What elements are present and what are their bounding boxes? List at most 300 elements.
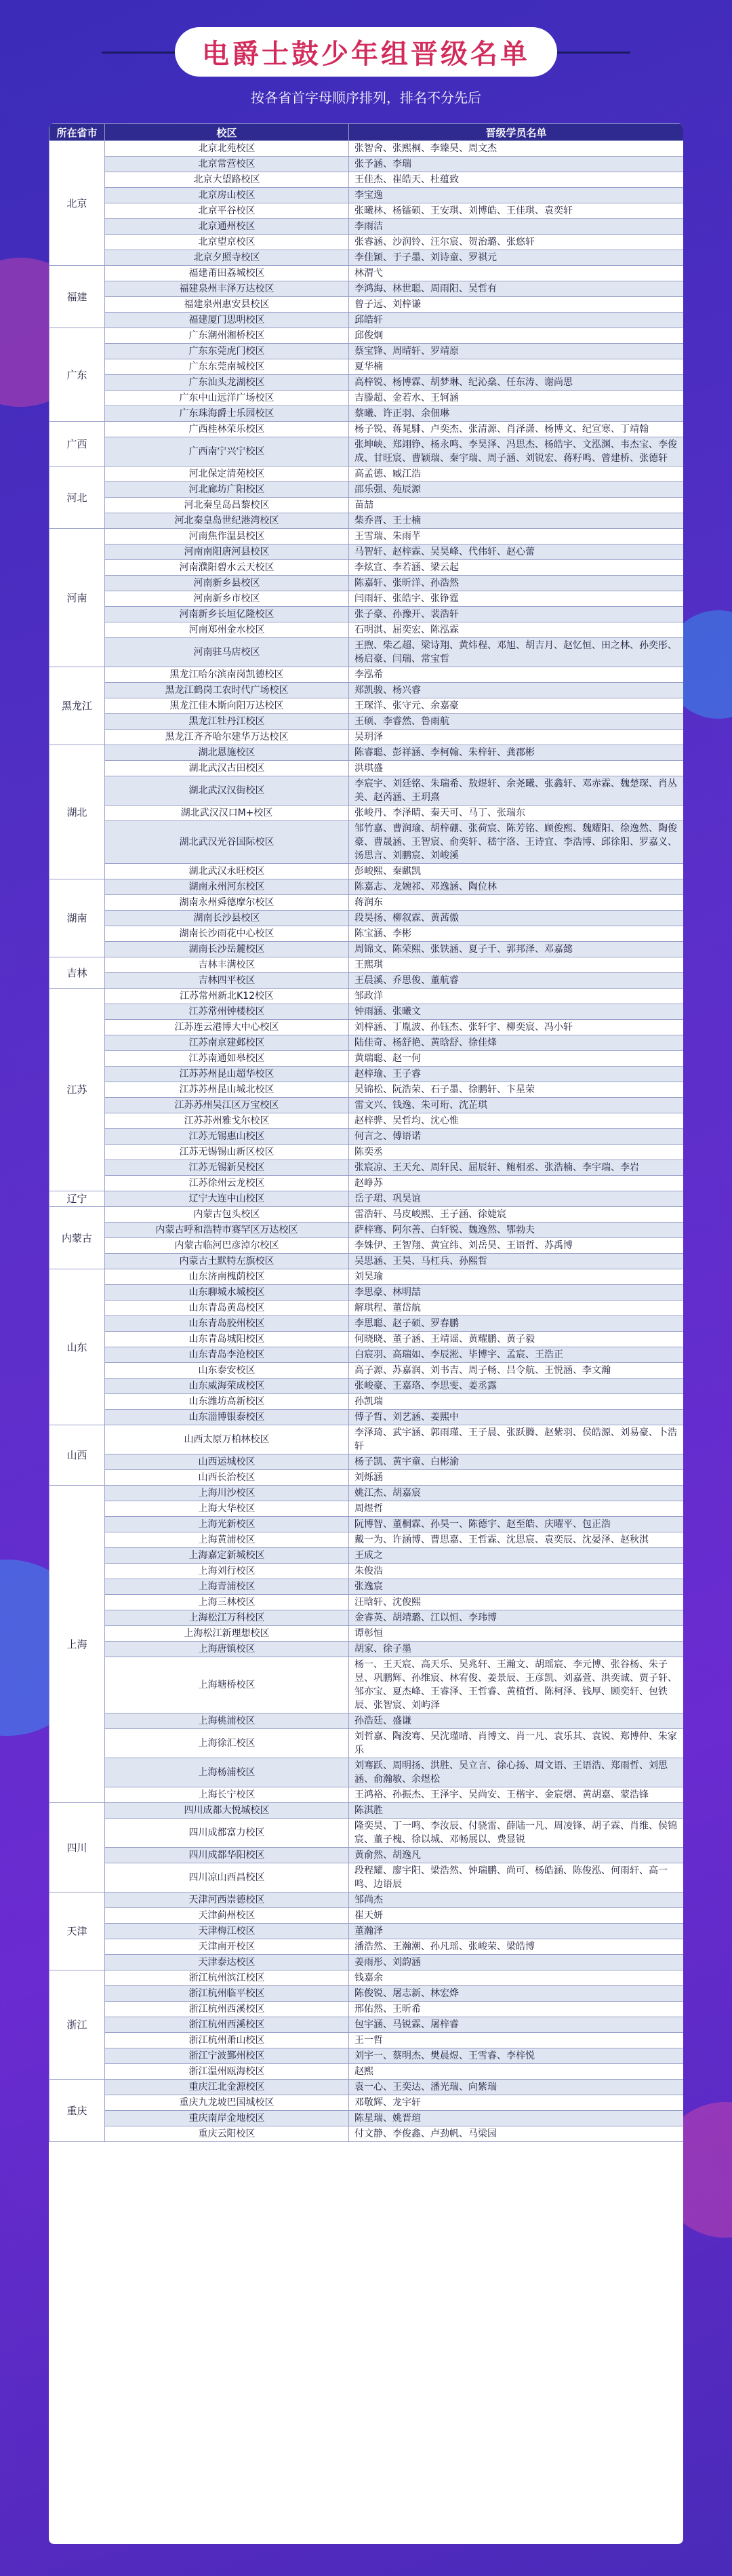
table-row — [49, 1787, 684, 1803]
students-cell: 段昊扬、柳叙霖、黄茜傲 — [349, 911, 684, 926]
students-cell: 王成之 — [349, 1548, 684, 1564]
table-row — [49, 1657, 684, 1713]
table-row — [49, 297, 684, 313]
school-cell: 天津泰达校区 — [105, 1955, 349, 1970]
table-row — [49, 1713, 684, 1729]
students-cell: 张峻丹、李泽晴、秦天可、马丁、张瑞东 — [349, 806, 684, 821]
students-cell: 周煜哲 — [349, 1501, 684, 1517]
school-cell: 山东济南槐荫校区 — [105, 1269, 349, 1285]
table-row — [49, 989, 684, 1004]
school-cell: 湖南长沙县校区 — [105, 911, 349, 926]
province-cell: 河北 — [49, 467, 105, 529]
school-cell: 山西太原万柏林校区 — [105, 1425, 349, 1454]
table-row — [49, 437, 684, 467]
table-row — [49, 1379, 684, 1394]
students-cell: 钟雨涵、张曦文 — [349, 1004, 684, 1020]
school-cell: 江苏徐州云龙校区 — [105, 1176, 349, 1191]
table-row — [49, 1819, 684, 1848]
table-row — [49, 266, 684, 281]
students-cell: 袁一心、王奕达、潘光瑞、向紫瑞 — [349, 2080, 684, 2095]
students-cell: 夏华楠 — [349, 359, 684, 375]
students-cell: 汪晗轩、沈俊熙 — [349, 1595, 684, 1610]
students-cell: 金睿英、胡靖璐、江以恒、李玮博 — [349, 1610, 684, 1626]
students-cell: 蔡曦、许正羽、余佃琳 — [349, 406, 684, 422]
school-cell: 浙江杭州萧山校区 — [105, 2033, 349, 2048]
students-cell: 雷文兴、钱逸、朱可珩、沈芷琪 — [349, 1098, 684, 1113]
students-cell: 李鸿海、林世聪、周雨阳、吴哲有 — [349, 281, 684, 297]
school-cell: 天津蓟州校区 — [105, 1908, 349, 1924]
students-cell: 王雪瑞、朱雨芊 — [349, 529, 684, 544]
students-cell: 苗喆 — [349, 498, 684, 513]
students-cell: 刘骞跃、周明扬、洪胜、吴立言、徐心扬、周文语、王语浩、郑雨哲、刘思涵、俞瀚敏、余煜松 — [349, 1758, 684, 1787]
table-row — [49, 1067, 684, 1082]
students-cell: 蔡宝锋、周晴轩、罗靖原 — [349, 344, 684, 359]
school-cell: 江苏无锡惠山校区 — [105, 1129, 349, 1145]
students-cell: 黄俞然、胡逸凡 — [349, 1848, 684, 1863]
province-cell: 山东 — [49, 1269, 105, 1425]
school-cell: 重庆江北金源校区 — [105, 2080, 349, 2095]
students-cell: 李佳颖、于子墨、刘诗童、罗祺元 — [349, 250, 684, 266]
table-row — [49, 344, 684, 359]
table-row — [49, 1254, 684, 1269]
table-row — [49, 1207, 684, 1223]
school-cell: 天津梅江校区 — [105, 1924, 349, 1939]
school-cell: 湖北恩施校区 — [105, 745, 349, 761]
students-cell: 张智舍、张熙桐、李臻昊、周文杰 — [349, 141, 684, 157]
table-row — [49, 1642, 684, 1657]
table-row — [49, 2095, 684, 2111]
school-cell: 上海塘桥校区 — [105, 1657, 349, 1713]
table-row — [49, 529, 684, 544]
province-cell: 湖北 — [49, 745, 105, 879]
students-cell: 段程耀、廖宇阳、梁浩然、钟瑞鹏、尚可、杨皓涵、陈俊泓、何雨轩、高一鸣、边语辰 — [349, 1863, 684, 1893]
table-row — [49, 1238, 684, 1254]
school-cell: 广东汕头龙湖校区 — [105, 375, 349, 391]
table-row — [49, 203, 684, 219]
school-cell: 上海川沙校区 — [105, 1486, 349, 1501]
students-cell: 石明淇、屈奕宏、陈泓霖 — [349, 622, 684, 638]
students-cell: 隆奕昊、丁一鸣、李汝辰、付骁雷、薛陆一凡、周凌锋、胡子霖、肖维、侯锦宸、董子槐、徐以城、邓畅展以、费显锐 — [349, 1819, 684, 1848]
results-table — [49, 123, 683, 2142]
table-row — [49, 683, 684, 698]
school-cell: 上海长宁校区 — [105, 1787, 349, 1803]
students-cell: 高孟德、臧江浩 — [349, 467, 684, 482]
school-cell: 四川凉山西昌校区 — [105, 1863, 349, 1893]
school-cell: 四川成都大悦城校区 — [105, 1803, 349, 1819]
school-cell: 广西南宁兴宁校区 — [105, 437, 349, 467]
students-cell: 邢佑然、王昕希 — [349, 2002, 684, 2017]
school-cell: 广东潮州湘桥校区 — [105, 328, 349, 344]
school-cell: 浙江宁波鄞州校区 — [105, 2048, 349, 2064]
school-cell: 山东青岛李沧校区 — [105, 1347, 349, 1363]
table-header-row — [49, 124, 684, 141]
table-row — [49, 1986, 684, 2002]
school-cell: 河北秦皇岛昌黎校区 — [105, 498, 349, 513]
students-cell: 姚江杰、胡嘉宸 — [349, 1486, 684, 1501]
school-cell: 北京房山校区 — [105, 188, 349, 203]
table-row — [49, 942, 684, 957]
students-cell: 邹政洋 — [349, 989, 684, 1004]
school-cell: 黑龙江佳木斯向阳万达校区 — [105, 698, 349, 714]
students-cell: 陈宝涵、李彬 — [349, 926, 684, 942]
table-row — [49, 926, 684, 942]
school-cell: 上海三林校区 — [105, 1595, 349, 1610]
table-row — [49, 1004, 684, 1020]
table-row — [49, 1020, 684, 1035]
table-row — [49, 1316, 684, 1332]
header-province: 所在省市 — [49, 124, 105, 141]
table-row — [49, 1394, 684, 1410]
school-cell: 山东淄博银泰校区 — [105, 1410, 349, 1425]
students-cell: 邱皓轩 — [349, 313, 684, 328]
table-row — [49, 1347, 684, 1363]
table-row — [49, 250, 684, 266]
students-cell: 孙凯瑞 — [349, 1394, 684, 1410]
table-row — [49, 157, 684, 172]
table-row — [49, 2033, 684, 2048]
students-cell: 赵熙 — [349, 2064, 684, 2080]
students-cell: 赵峥苏 — [349, 1176, 684, 1191]
table-row — [49, 1486, 684, 1501]
table-row — [49, 1410, 684, 1425]
school-cell: 北京通州校区 — [105, 219, 349, 235]
school-cell: 上海杨浦校区 — [105, 1758, 349, 1787]
students-cell: 王琛洋、张守元、余嘉豪 — [349, 698, 684, 714]
table-row — [49, 422, 684, 437]
school-cell: 山东青岛胶州校区 — [105, 1316, 349, 1332]
table-row — [49, 281, 684, 297]
students-cell: 闫雨轩、张皓宇、张铮霆 — [349, 591, 684, 607]
students-cell: 郑凯骏、杨兴睿 — [349, 683, 684, 698]
table-row — [49, 1729, 684, 1758]
school-cell: 内蒙古呼和浩特市赛罕区万达校区 — [105, 1223, 349, 1238]
table-row — [49, 667, 684, 683]
province-cell: 湖南 — [49, 879, 105, 957]
table-row — [49, 2017, 684, 2033]
students-cell: 邓敬辉、龙宇轩 — [349, 2095, 684, 2111]
students-cell: 姜雨彤、刘韵涵 — [349, 1955, 684, 1970]
table-row — [49, 821, 684, 864]
students-cell: 刘哲嘉、陶浚骞、吴沈瑾晴、肖博文、肖一凡、袁乐其、袁锐、郑博仲、朱家乐 — [349, 1729, 684, 1758]
table-row — [49, 1363, 684, 1379]
school-cell: 黑龙江齐齐哈尔建华万达校区 — [105, 730, 349, 745]
header-students: 晋级学员名单 — [349, 124, 684, 141]
students-cell: 李思聪、赵子硕、罗春鹏 — [349, 1316, 684, 1332]
students-cell: 邵乐强、苑辰源 — [349, 482, 684, 498]
students-cell: 陈嘉轩、张昕洋、孙浩然 — [349, 576, 684, 591]
school-cell: 重庆云阳校区 — [105, 2126, 349, 2142]
students-cell: 谭彰恒 — [349, 1626, 684, 1642]
table-row — [49, 1113, 684, 1129]
province-cell: 黑龙江 — [49, 667, 105, 745]
students-cell: 萨梓骞、阿尔善、白轩锐、魏逸然、鄂勃夫 — [349, 1223, 684, 1238]
table-row — [49, 2111, 684, 2126]
students-cell: 崔天妍 — [349, 1908, 684, 1924]
school-cell: 北京大望路校区 — [105, 172, 349, 188]
province-cell: 浙江 — [49, 1970, 105, 2080]
students-cell: 邱俊炯 — [349, 328, 684, 344]
students-cell: 杨一、王天宸、高天乐、吴兆轩、王瀚文、胡瑶宸、李元博、张谷杨、朱子昱、巩鹏辉、孙维宸、林宥俊、姜景辰、王彦凯、刘嘉萱、洪奕诚、贾子轩、邹亦宝、夏杰峰、王睿泽、王哲睿、黄植哲、陈柯泽、钱厚、顾奕轩、包铁辰、张智宸、刘屿泽 — [349, 1657, 684, 1713]
school-cell: 内蒙古临河巴彦淖尔校区 — [105, 1238, 349, 1254]
students-cell: 陈俊锐、屠志新、林宏烨 — [349, 1986, 684, 2002]
school-cell: 吉林丰满校区 — [105, 957, 349, 973]
table-row — [49, 864, 684, 879]
school-cell: 重庆九龙坡巴国城校区 — [105, 2095, 349, 2111]
school-cell: 上海大华校区 — [105, 1501, 349, 1517]
school-cell: 四川成都华阳校区 — [105, 1848, 349, 1863]
table-row — [49, 607, 684, 622]
school-cell: 山东青岛城阳校区 — [105, 1332, 349, 1347]
table-row — [49, 141, 684, 157]
table-row — [49, 1425, 684, 1454]
students-cell: 钱嘉余 — [349, 1970, 684, 1986]
table-row — [49, 957, 684, 973]
table-body — [49, 141, 684, 2142]
table-row — [49, 1564, 684, 1579]
school-cell: 河南焦作温县校区 — [105, 529, 349, 544]
students-cell: 马智轩、赵梓霖、吴昊峰、代伟轩、赵心蕾 — [349, 544, 684, 560]
students-cell: 包宇涵、马锐霖、屠梓睿 — [349, 2017, 684, 2033]
students-cell: 阮博智、董桐霖、孙昊一、陈德宇、赵至皓、庆曜平、包正浩 — [349, 1517, 684, 1532]
students-cell: 吉滕超、金若水、王轲涵 — [349, 391, 684, 406]
table-row — [49, 1098, 684, 1113]
school-cell: 山西长治校区 — [105, 1470, 349, 1486]
school-cell: 上海松江新理想校区 — [105, 1626, 349, 1642]
school-cell: 江苏无锡锡山新区校区 — [105, 1145, 349, 1160]
students-cell: 雷浩轩、马皮峻熙、王子涵、徐婕宸 — [349, 1207, 684, 1223]
students-cell: 付文静、李俊鑫、卢劲帆、马梁园 — [349, 2126, 684, 2142]
table-row — [49, 1082, 684, 1098]
school-cell: 湖南永州舜德摩尔校区 — [105, 895, 349, 911]
school-cell: 广东东莞南城校区 — [105, 359, 349, 375]
table-row — [49, 1626, 684, 1642]
school-cell: 内蒙古土默特左旗校区 — [105, 1254, 349, 1269]
table-row — [49, 1848, 684, 1863]
table-row — [49, 879, 684, 895]
students-cell: 张逸宸 — [349, 1579, 684, 1595]
table-row — [49, 1970, 684, 1986]
table-row — [49, 1863, 684, 1893]
school-cell: 北京常营校区 — [105, 157, 349, 172]
students-cell: 李姝伊、王智翔、黄宜纬、刘岳昊、王语哲、苏禹博 — [349, 1238, 684, 1254]
table-row — [49, 1470, 684, 1486]
students-cell: 陈奕丞 — [349, 1145, 684, 1160]
school-cell: 福建泉州惠安县校区 — [105, 297, 349, 313]
school-cell: 福建厦门思明校区 — [105, 313, 349, 328]
table-row — [49, 806, 684, 821]
students-cell: 王硕、李睿然、鲁雨航 — [349, 714, 684, 730]
table-row — [49, 730, 684, 745]
table-row — [49, 498, 684, 513]
school-cell: 浙江杭州滨江校区 — [105, 1970, 349, 1986]
table-row — [49, 1332, 684, 1347]
students-cell: 刘昊瑜 — [349, 1269, 684, 1285]
table-row — [49, 375, 684, 391]
students-cell: 何言之、傅语诺 — [349, 1129, 684, 1145]
table-row — [49, 313, 684, 328]
students-cell: 张坤峡、郑翊铮、杨永鸣、李昊泽、冯思杰、杨皓宇、文泓渊、韦杰宝、李俊成、甘旺宸、曹颖瑞、秦宇瑞、周子涵、刘锐宏、蒋籽鸣、曾建桥、张德轩 — [349, 437, 684, 467]
province-cell: 重庆 — [49, 2080, 105, 2142]
table-row — [49, 1051, 684, 1067]
province-cell: 内蒙古 — [49, 1207, 105, 1269]
title-banner — [0, 27, 732, 77]
table-row — [49, 591, 684, 607]
table-row — [49, 1548, 684, 1564]
school-cell: 河北秦皇岛世纪港湾校区 — [105, 513, 349, 529]
school-cell: 山东聊城水城校区 — [105, 1285, 349, 1301]
page-title: 电爵士鼓少年组晋级名单 — [175, 27, 557, 77]
students-cell: 李宝逸 — [349, 188, 684, 203]
school-cell: 江苏南京建邺校区 — [105, 1035, 349, 1051]
table-row — [49, 359, 684, 375]
table-row — [49, 776, 684, 806]
school-cell: 湖北武汉光谷国际校区 — [105, 821, 349, 864]
school-cell: 江苏常州新北K12校区 — [105, 989, 349, 1004]
school-cell: 河北廊坊广阳校区 — [105, 482, 349, 498]
table-row — [49, 1955, 684, 1970]
students-cell: 王佳杰、崔皓天、杜蕴致 — [349, 172, 684, 188]
school-cell: 浙江杭州临平校区 — [105, 1986, 349, 2002]
students-cell: 蒋润东 — [349, 895, 684, 911]
students-cell: 朱俊浩 — [349, 1564, 684, 1579]
students-cell: 周锦文、陈荣熙、张铁涵、夏子千、郭邦泽、邓嘉懿 — [349, 942, 684, 957]
students-cell: 陈嘉志、龙婉祁、邓逸涵、陶位林 — [349, 879, 684, 895]
school-cell: 福建泉州丰泽万达校区 — [105, 281, 349, 297]
table-row — [49, 1939, 684, 1955]
province-cell: 北京 — [49, 141, 105, 266]
students-cell: 陆佳奇、杨舒艳、黄晗舒、徐佳烽 — [349, 1035, 684, 1051]
students-cell: 李雨洁 — [349, 219, 684, 235]
school-cell: 广东中山远洋广场校区 — [105, 391, 349, 406]
school-cell: 上海青浦校区 — [105, 1579, 349, 1595]
school-cell: 浙江杭州西溪校区 — [105, 2017, 349, 2033]
school-cell: 黑龙江哈尔滨南岗凯德校区 — [105, 667, 349, 683]
table-row — [49, 1758, 684, 1787]
school-cell: 山东泰安校区 — [105, 1363, 349, 1379]
table-row — [49, 1803, 684, 1819]
school-cell: 江苏南通如皋校区 — [105, 1051, 349, 1067]
students-cell: 邹尚杰 — [349, 1893, 684, 1908]
table-row — [49, 698, 684, 714]
table-row — [49, 1454, 684, 1470]
school-cell: 北京夕照寺校区 — [105, 250, 349, 266]
school-cell: 浙江温州瓯海校区 — [105, 2064, 349, 2080]
school-cell: 山东潍坊高新校区 — [105, 1394, 349, 1410]
table-row — [49, 391, 684, 406]
header-school: 校区 — [105, 124, 349, 141]
students-cell: 张子豪、孙豫开、裴浩轩 — [349, 607, 684, 622]
school-cell: 江苏连云港博大中心校区 — [105, 1020, 349, 1035]
students-cell: 林渭弋 — [349, 266, 684, 281]
table-row — [49, 2064, 684, 2080]
province-cell: 山西 — [49, 1425, 105, 1486]
results-card — [49, 123, 683, 2544]
students-cell: 刘烁涵 — [349, 1470, 684, 1486]
school-cell: 上海黄浦校区 — [105, 1532, 349, 1548]
students-cell: 王熙琪 — [349, 957, 684, 973]
school-cell: 湖北武汉汉街校区 — [105, 776, 349, 806]
table-row — [49, 2002, 684, 2017]
province-cell: 四川 — [49, 1803, 105, 1893]
school-cell: 河南驻马店校区 — [105, 638, 349, 667]
students-cell: 曾子远、刘梓谦 — [349, 297, 684, 313]
school-cell: 湖南长沙雨花中心校区 — [105, 926, 349, 942]
students-cell: 杨子凯、黄宇童、白彬渝 — [349, 1454, 684, 1470]
table-row — [49, 911, 684, 926]
students-cell: 李泽琦、武宇涵、郭雨瑾、王子晨、张跃腾、赵紫羽、侯皓源、刘易豪、卜浩轩 — [349, 1425, 684, 1454]
students-cell: 王一哲 — [349, 2033, 684, 2048]
school-cell: 北京望京校区 — [105, 235, 349, 250]
students-cell: 陈睿聪、彭祥涵、李柯翰、朱梓轩、龚郡彬 — [349, 745, 684, 761]
students-cell: 何晓晓、董子涵、王靖谣、黄耀鹏、黄子毅 — [349, 1332, 684, 1347]
students-cell: 李泓希 — [349, 667, 684, 683]
table-row — [49, 576, 684, 591]
students-cell: 张予涵、李瑞 — [349, 157, 684, 172]
table-row — [49, 973, 684, 989]
school-cell: 河南新乡县校区 — [105, 576, 349, 591]
students-cell: 潘浩然、王瀚潮、孙凡瑶、张峻荣、梁皓博 — [349, 1939, 684, 1955]
school-cell: 上海嘉定新城校区 — [105, 1548, 349, 1564]
students-cell: 刘宇一、蔡明杰、樊晨煜、王雪睿、李梓悦 — [349, 2048, 684, 2064]
school-cell: 广西桂林荣乐校区 — [105, 422, 349, 437]
students-cell: 王晨溪、乔思俊、董航睿 — [349, 973, 684, 989]
school-cell: 河南新乡长垣亿隆校区 — [105, 607, 349, 622]
school-cell: 黑龙江鹤岗工农时代广场校区 — [105, 683, 349, 698]
school-cell: 天津南开校区 — [105, 1939, 349, 1955]
students-cell: 邹竹嘉、曹润瑜、胡梓硼、张荷宸、陈芳铭、顾俊熙、魏耀阳、徐逸然、陶俊豪、曹晟涵、王智宸、俞奕轩、嵇宇洛、王诗宜、李浩博、邱徐阳、罗嘉义、汤思言、刘鹏宸、刘峻溪 — [349, 821, 684, 864]
students-cell: 孙浩廷、盛谦 — [349, 1713, 684, 1729]
students-cell: 高子源、苏嘉润、刘书吉、周子畅、吕令航、王悦涵、李文瀚 — [349, 1363, 684, 1379]
students-cell: 董瀚泽 — [349, 1924, 684, 1939]
school-cell: 江苏苏州雅戈尔校区 — [105, 1113, 349, 1129]
table-row — [49, 544, 684, 560]
school-cell: 广东珠海爵士乐园校区 — [105, 406, 349, 422]
table-row — [49, 1579, 684, 1595]
students-cell: 洪琪盛 — [349, 761, 684, 776]
province-cell: 广东 — [49, 328, 105, 422]
school-cell: 上海徐汇校区 — [105, 1729, 349, 1758]
students-cell: 张峻豪、王嘉珞、李思雯、姜丞露 — [349, 1379, 684, 1394]
students-cell: 吴玥泽 — [349, 730, 684, 745]
students-cell: 王煦、柴乙超、梁诗翔、黄炜程、邓旭、胡吉月、赵忆恒、田之林、孙奕彤、杨启豪、闫瑞、常宝哲 — [349, 638, 684, 667]
table-row — [49, 1517, 684, 1532]
students-cell: 刘梓涵、丁胤波、孙钰杰、张轩宇、柳奕宸、冯小轩 — [349, 1020, 684, 1035]
table-row — [49, 1924, 684, 1939]
school-cell: 北京平谷校区 — [105, 203, 349, 219]
table-row — [49, 2048, 684, 2064]
students-cell: 赵梓骅、吴哲均、沈心惟 — [349, 1113, 684, 1129]
students-cell: 吴锦松、阮浩荣、石子墨、徐鹏轩、卞星荣 — [349, 1082, 684, 1098]
students-cell: 李炫宣、李若涵、梁云起 — [349, 560, 684, 576]
students-cell: 陈星瑞、姚晋瑄 — [349, 2111, 684, 2126]
table-row — [49, 235, 684, 250]
table-row — [49, 1893, 684, 1908]
students-cell: 高梓锐、杨博霖、胡梦琳、纪沁燊、任东涛、谢尚思 — [349, 375, 684, 391]
school-cell: 上海松江万科校区 — [105, 1610, 349, 1626]
students-cell: 张睿涵、沙润铃、汪尔宸、贺治璐、张悠轩 — [349, 235, 684, 250]
school-cell: 上海光新校区 — [105, 1517, 349, 1532]
table-row — [49, 1035, 684, 1051]
students-cell: 柴乔晋、王士楠 — [349, 513, 684, 529]
students-cell: 杨子锐、蒋晁騑、卢奕杰、张清源、肖泽潇、杨博文、纪宣寒、丁靖翰 — [349, 422, 684, 437]
table-row — [49, 1223, 684, 1238]
school-cell: 上海唐镇校区 — [105, 1642, 349, 1657]
table-row — [49, 1191, 684, 1207]
students-cell: 张宸凉、王天允、周轩民、屈辰轩、鲍相丞、张浩楠、李宇瑞、李岩 — [349, 1160, 684, 1176]
students-cell: 胡家、徐子墨 — [349, 1642, 684, 1657]
school-cell: 湖南长沙岳麓校区 — [105, 942, 349, 957]
school-cell: 重庆南岸金地校区 — [105, 2111, 349, 2126]
